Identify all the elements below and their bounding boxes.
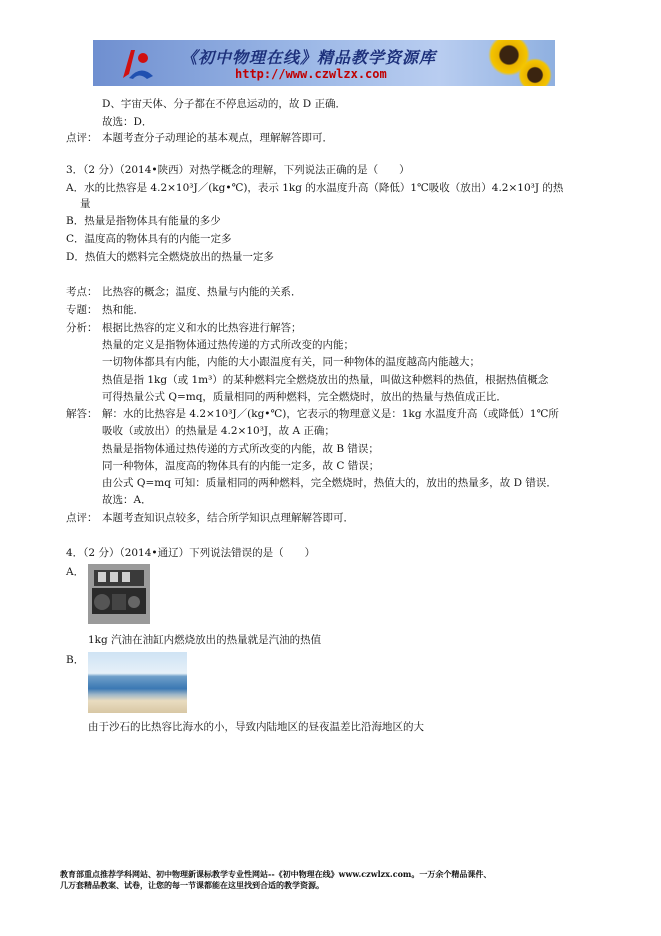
prev-option-d: D、宇宙天体、分子都在不停息运动的，故 D 正确．: [102, 98, 347, 110]
q3-fenxi-line: 热值是指 1kg（或 1m³）的某种燃料完全燃烧放出的热量，叫做这种燃料的热值，根据热值概念: [102, 374, 549, 386]
q4-option-a-label: A．: [66, 566, 85, 578]
q3-option-d: D．热值大的燃料完全燃烧放出的热量一定多: [66, 251, 274, 263]
sunflower-decoration: [518, 58, 552, 86]
q3-jieda-line: 解：水的比热容是 4.2×10³J／(kg•℃)，它表示的物理意义是：1kg 水温度升高（或降低）1℃所: [102, 408, 559, 420]
q3-fenxi-label: 分析：: [66, 322, 98, 334]
beach-image: [88, 652, 187, 713]
q3-jieda-line: 吸收（或放出）的热量是 4.2×10³J，故 A 正确；: [102, 425, 335, 437]
q3-stem: 3．（2 分）（2014•陕西）对热学概念的理解，下列说法正确的是（ ）: [66, 164, 410, 176]
q3-jieda-line: 故选：A．: [102, 494, 152, 506]
q3-option-c: C．温度高的物体具有的内能一定多: [66, 233, 232, 245]
q3-option-a: A．水的比热容是 4.2×10³J／(kg•℃)，表示 1kg 的水温度升高（降低）1℃吸收（放出）4.2×10³J 的热: [66, 182, 564, 194]
banner-url[interactable]: http://www.czwlzx.com: [235, 67, 387, 81]
q3-fenxi-line: 一切物体都具有内能，内能的大小跟温度有关，同一种物体的温度越高内能越大；: [102, 356, 480, 368]
q4-option-b-label: B．: [66, 654, 85, 666]
q3-jieda-line: 热量是指物体通过热传递的方式所改变的内能，故 B 错误；: [102, 443, 379, 455]
q4-option-b-text: 由于沙石的比热容比海水的小，导致内陆地区的昼夜温差比沿海地区的大: [88, 721, 424, 733]
prev-answer: 故选：D．: [102, 116, 153, 128]
q4-stem: 4．（2 分）（2014•通辽）下列说法错误的是（ ）: [66, 547, 316, 559]
engine-image: [88, 564, 150, 624]
q3-fenxi-line: 根据比热容的定义和水的比热容进行解答；: [102, 322, 302, 334]
q3-fenxi-line: 可得热量公式 Q=mq，质量相同的两种燃料，完全燃烧时，放出的热量与热值成正比．: [102, 391, 507, 403]
banner-title: 《初中物理在线》精品教学资源库: [181, 48, 437, 67]
site-logo-icon: [117, 46, 157, 82]
footer-line-2: 几万套精品教案、试卷，让您的每一节课都能在这里找到合适的教学资源。: [60, 880, 324, 890]
q3-option-b: B．热量是指物体具有能量的多少: [66, 215, 221, 227]
q3-jieda-label: 解答：: [66, 408, 98, 420]
q3-jieda-line: 同一种物体，温度高的物体具有的内能一定多，故 C 错误；: [102, 460, 380, 472]
q3-option-a-cont: 量: [80, 198, 91, 210]
q3-comment-label: 点评：: [66, 512, 98, 524]
footer-line-1: 教育部重点推荐学科网站、初中物理新课标教学专业性网站--《初中物理在线》www.czwlzx.com。一万余个精品课件、: [60, 869, 492, 879]
q3-kaodian: 比热容的概念；温度、热量与内能的关系．: [102, 286, 302, 298]
header-banner: [93, 40, 555, 86]
q3-comment: 本题考查知识点较多，结合所学知识点理解解答即可．: [102, 512, 354, 524]
q3-kaodian-label: 考点：: [66, 286, 98, 298]
q3-zhuanti-label: 专题：: [66, 304, 98, 316]
prev-comment: 本题考查分子动理论的基本观点，理解解答即可．: [102, 132, 333, 144]
prev-comment-label: 点评：: [66, 132, 98, 144]
q3-fenxi-line: 热量的定义是指物体通过热传递的方式所改变的内能；: [102, 339, 354, 351]
q3-zhuanti: 热和能．: [102, 304, 144, 316]
q3-jieda-line: 由公式 Q=mq 可知：质量相同的两种燃料，完全燃烧时，热值大的，放出的热量多，故 D 错误．: [102, 477, 557, 489]
q4-option-a-text: 1kg 汽油在油缸内燃烧放出的热量就是汽油的热值: [88, 634, 322, 646]
